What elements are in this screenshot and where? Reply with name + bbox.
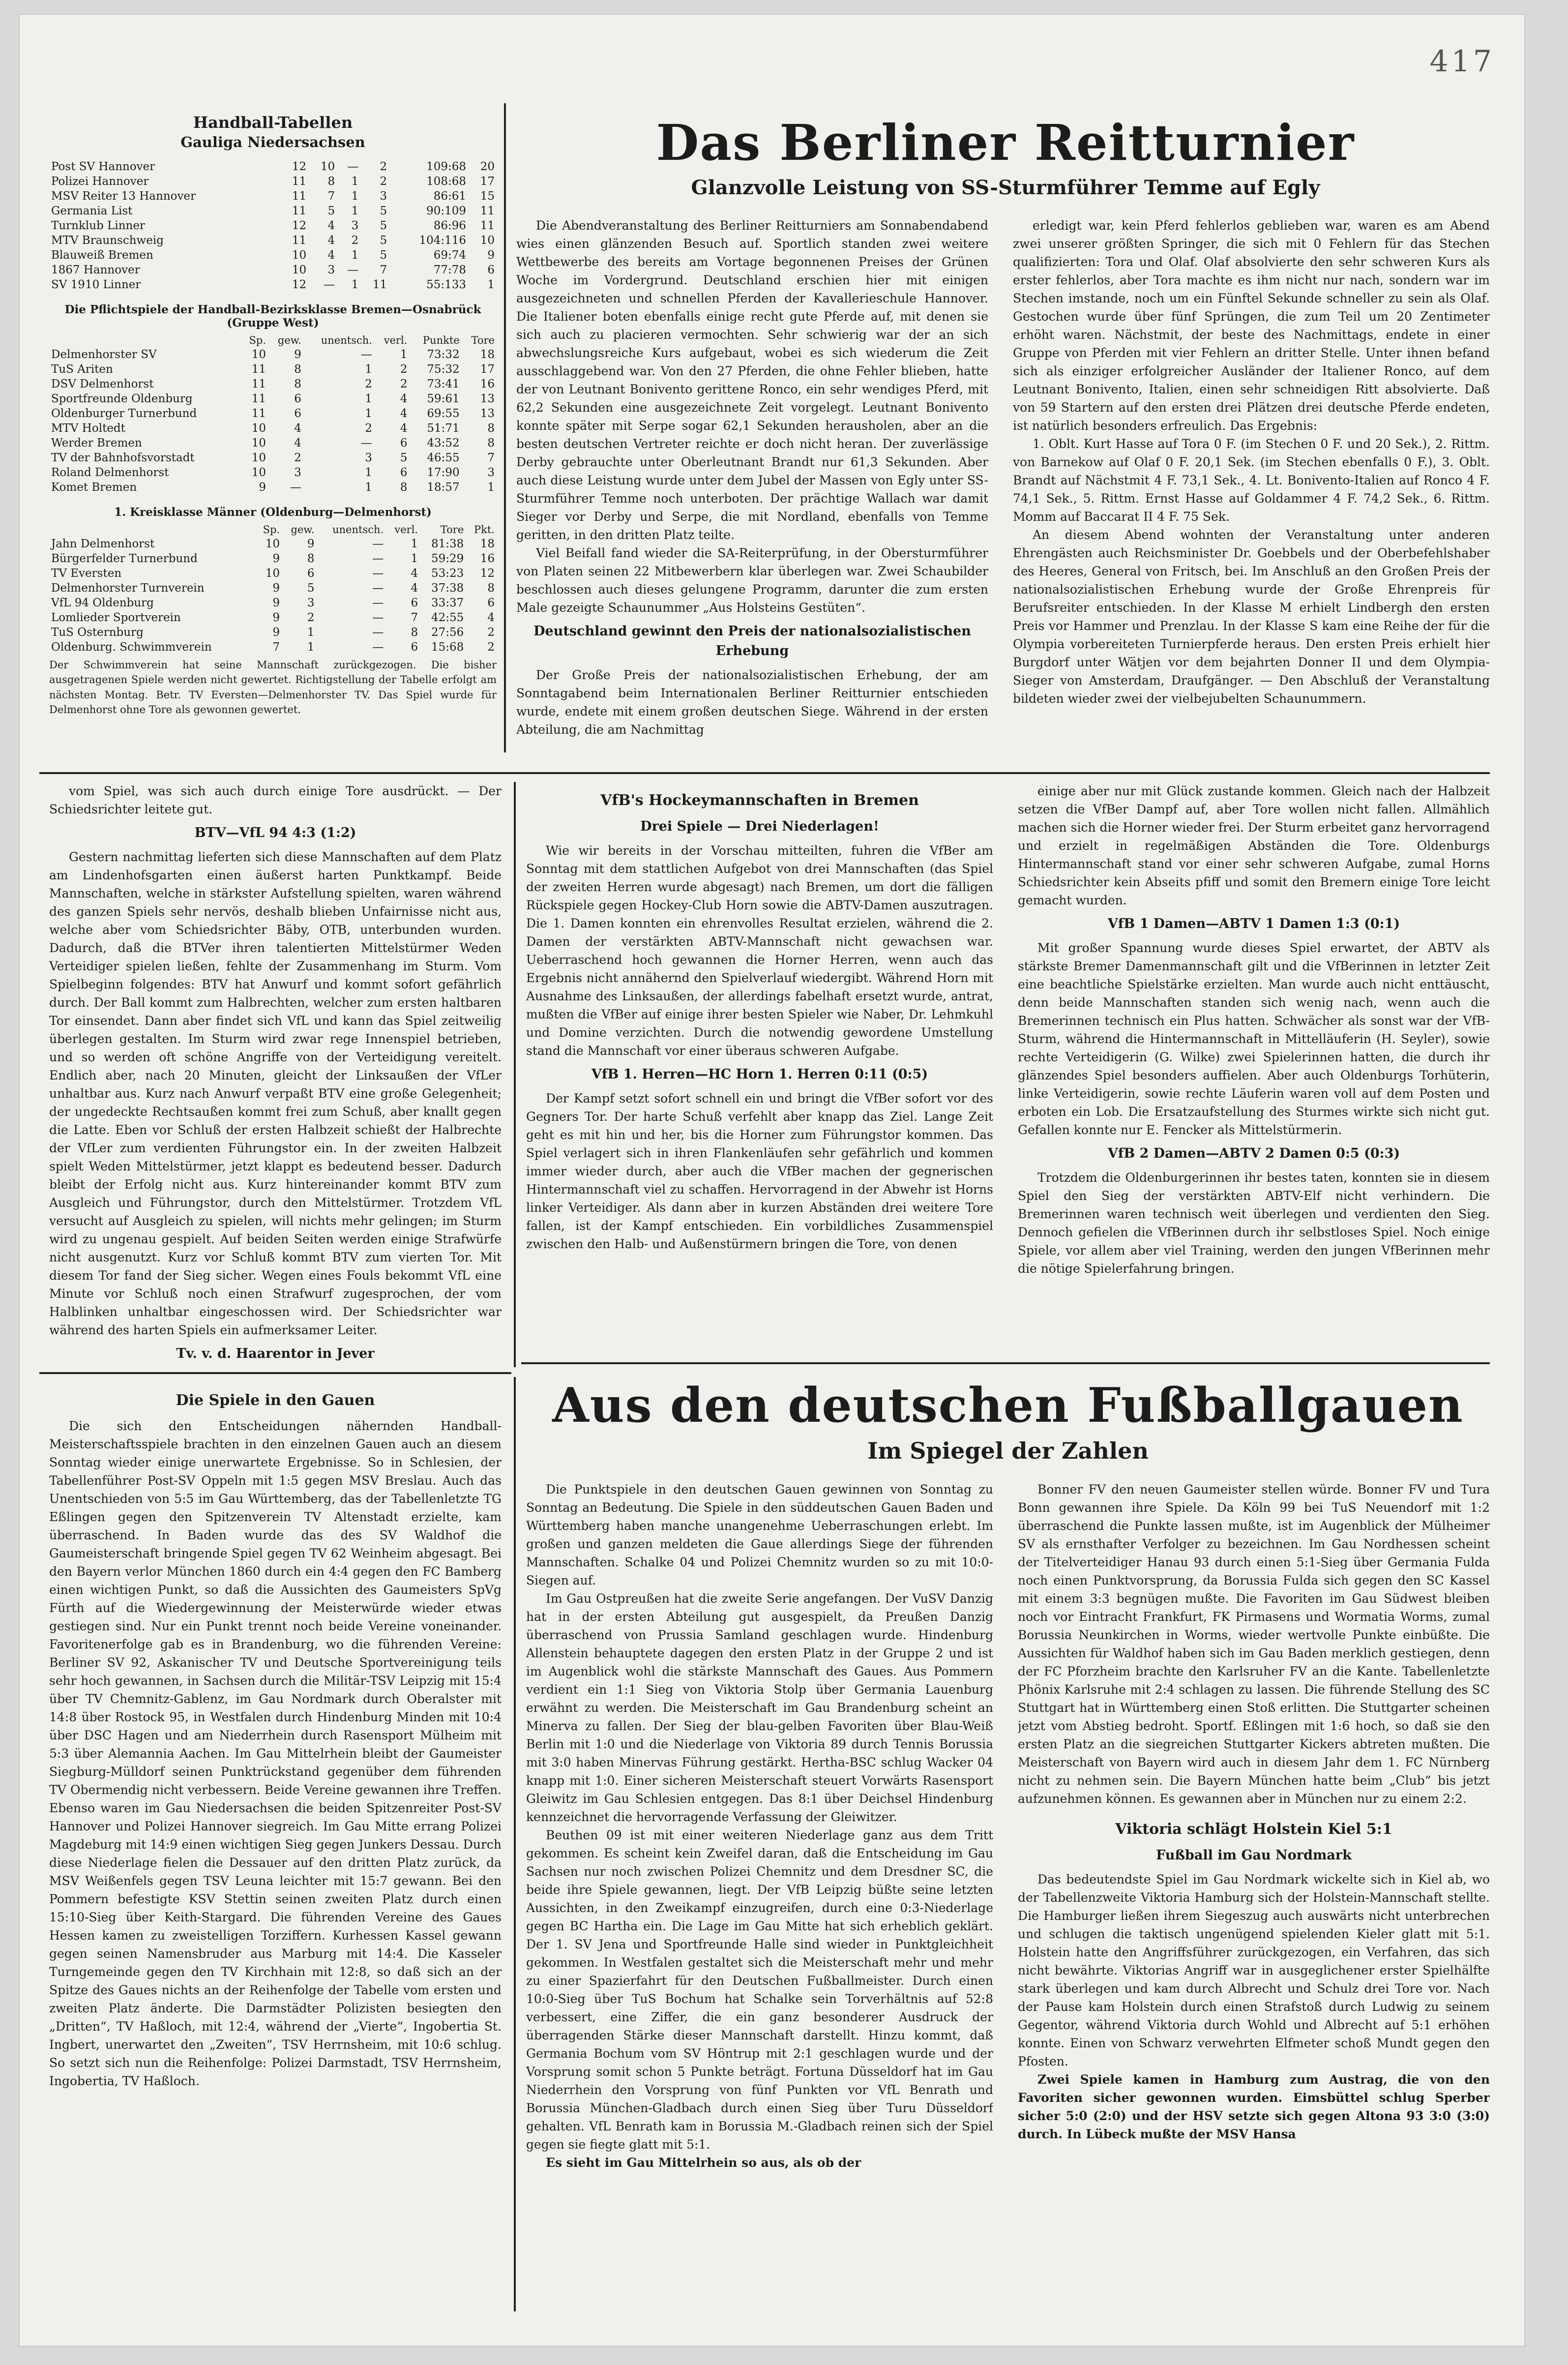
table-cell: 5: [327, 205, 335, 217]
table-cell: 4: [327, 234, 335, 247]
table-cell: 5: [400, 451, 408, 464]
table-cell: 5: [380, 249, 387, 262]
table-cell: 10: [265, 538, 280, 550]
section-rule: [39, 1372, 511, 1374]
table-row: [49, 377, 497, 391]
paragraph: erledigt war, kein Pferd fehlerlos geblieben war, waren es am Abend zwei unserer größten Springer, die sich mit 0 Fehlern für das Stechen qualifizierten: Tora und Olaf. Olaf absolvierte den sehr schweren Kurs als erster fehlerlos, aber Tora machte es ihm nicht nur nach, sondern war im Stechen imstande, noch um ein Fünftel Sekunde schneller zu sein als Olaf. Gestochen wurde über fünf Sprüngen, die zum Teil um 20 Zentimeter erhöht waren. Nächstmit, der beste des Nachmittags, endete in einer Gruppe von Pferden mit vier Fehlern an dritter Stelle. Unter ihnen befand sich als einziger erfolgreicher Ausländer der Italiener Ronco, auf dem Leutnant Bonivento, Italien, einen sehr schneidigen Ritt absolvierte. Daß von 59 Startern auf den ersten drei Plätzen drei deutsche Pferde endeten, ist natürlich besonders erfreulich. Das Ergebnis:: [1013, 218, 1490, 433]
table-row: [49, 347, 497, 362]
fussball-subhead: Im Spiegel der Zahlen: [867, 1437, 1149, 1465]
table-cell: —: [372, 552, 384, 565]
table-cell: 4: [400, 407, 408, 420]
header-cell: Tore: [471, 334, 495, 346]
team-name: Roland Delmenhorst: [51, 466, 169, 479]
fussball-subheading: Viktoria schlägt Holstein Kiel 5:1: [1115, 1821, 1392, 1838]
table-cell: 8: [487, 437, 495, 449]
table-cell: 109:68: [426, 160, 467, 173]
table-cell: 10: [251, 437, 266, 449]
table-row: [49, 566, 497, 581]
team-name: Oldenburg. Schwimmverein: [51, 641, 212, 654]
table-cell: 81:38: [431, 538, 464, 550]
reitturnier-subheading: Deutschland gewinnt den Preis der nationalsozialistischen Erhebung: [533, 624, 971, 659]
table-cell: 4: [327, 249, 335, 262]
table-cell: 16: [480, 378, 495, 390]
table-cell: 37:38: [431, 582, 464, 595]
table-cell: 4: [294, 437, 301, 449]
table-cell: 6: [294, 407, 301, 420]
table-cell: 1: [365, 466, 372, 479]
table-cell: 9: [259, 481, 266, 494]
table-cell: 77:78: [433, 264, 467, 276]
table-row: [49, 480, 497, 495]
team-name: Germania List: [51, 205, 133, 217]
table-cell: 1: [307, 641, 315, 654]
team-name: MSV Reiter 13 Hannover: [51, 190, 196, 203]
paragraph: Beuthen 09 ist mit einer weiteren Niederlage ganz aus dem Tritt gekommen. Es scheint kein Zweifel daran, daß die Entscheidung im Gau Sachsen nur noch zwischen Polizei Chemnitz und dem Dresdner SC, die beide ihre Spiele gewannen, liegt. Der VfB Leipzig büßte seine letzten Aussichten, in den Zweikampf einzugreifen, durch eine 0:3-Niederlage gegen BC Hartha ein. Die Lage im Gau Mitte hat sich erheblich geklärt. Der 1. SV Jena und Sportfreunde Halle sind wieder in Punktgleichheit gekommen. In Westfalen gestaltet sich die Meisterschaft mehr und mehr zu einer Spazierfahrt für den Deutschen Fußballmeister. Durch einen 10:0-Sieg über TuS Bochum hat Schalke sein Torverhältnis auf 52:8 verbessert, eine Ziffer, die ein ganz besonderer Ausdruck der überragenden Stärke dieser Mannschaft darstellt. Hinzu kommt, daß Germania Bochum vom SV Höntrup mit 2:1 geschlagen wurde und der Vorsprung somit schon 5 Punkte beträgt. Fortuna Düsseldorf hat im Gau Niederrhein den Vorsprung von fünf Punkten vor VfL Benrath und Borussia München-Gladbach durch einen Sieg über Turu Düsseldorf gehalten. VfL Benrath kam in Borussia M.-Gladbach reinen sich der Spiel gegen sie fiegte glatt mit 5:1.: [526, 1828, 993, 2152]
table-row: [49, 596, 497, 610]
table-cell: 13: [480, 392, 495, 405]
table-cell: 18: [480, 538, 495, 550]
table-cell: 108:68: [426, 175, 467, 188]
table-cell: 12: [292, 219, 307, 232]
table-cell: 11: [251, 392, 266, 405]
table-cell: 18:57: [427, 481, 460, 494]
match-heading: VfB 1 Damen—ABTV 1 Damen 1:3 (0:1): [1107, 916, 1400, 931]
tables-title: Handball-Tabellen: [193, 113, 353, 132]
table-cell: 2: [294, 451, 301, 464]
table-cell: —: [347, 264, 359, 276]
handball-tables: [49, 113, 497, 767]
table-row: [49, 610, 497, 625]
table-cell: 2: [380, 175, 387, 188]
team-name: Polizei Hannover: [51, 175, 149, 188]
team-name: DSV Delmenhorst: [51, 378, 154, 390]
hockey-article: [526, 782, 1490, 1357]
team-name: TV der Bahnhofsvorstadt: [51, 451, 195, 464]
paragraph: Trotzdem die Oldenburgerinnen ihr bestes taten, konnten sie in diesem Spiel den Sieg der verstärkten ABTV-Elf nicht verhindern. Die Bremerinnen waren technisch weit überlegen und verdienten den Sieg. Dennoch gefielen die VfBerinnen durch ihr selbstloses Spiel. Noch einige Spiele, vor allem aber viel Training, werden den jungen VfBerinnen mehr die nötige Spielerfahrung bringen.: [1018, 1170, 1490, 1276]
table-cell: —: [372, 611, 384, 624]
table-cell: 69:55: [427, 407, 460, 420]
paragraph: 1. Oblt. Kurt Hasse auf Tora 0 F. (im Stechen 0 F. und 20 Sek.), 2. Rittm. von Barnekow auf Olaf 0 F. 20,1 Sek. (im Stechen ebenfalls 0 F.), 3. Oblt. Brandt auf Nächstmit 4 F. 73,1 Sek., 4. Lt. Bonivento-Italien auf Ronco 4 F. 74,1 Sek., 5. Rittm. Ernst Hasse auf Goldammer 4 F. 74,2 Sek., 6. Rittm. Momm auf Baccarat II 4 F. 75 Sek.: [1013, 437, 1490, 524]
table-cell: 9: [272, 611, 280, 624]
table-cell: 10: [320, 160, 335, 173]
hockey-col-1: [526, 782, 993, 1357]
page-number: 417: [1429, 44, 1495, 79]
table-cell: 17:90: [427, 466, 460, 479]
table-cell: 1: [400, 348, 408, 361]
kreis-title: 1. Kreisklasse Männer (Oldenburg—Delmenhorst): [114, 506, 432, 519]
table-cell: —: [360, 348, 372, 361]
handball-reports: [49, 782, 502, 1367]
table-cell: 11: [372, 278, 387, 291]
header-cell: verl.: [394, 524, 418, 536]
table-cell: 53:23: [431, 567, 464, 580]
table-cell: 8: [487, 422, 495, 435]
table-cell: 8: [294, 378, 301, 390]
header-cell: Sp.: [263, 524, 280, 536]
table-cell: 6: [411, 641, 418, 654]
table-cell: 7: [272, 641, 280, 654]
table-cell: 59:61: [427, 392, 460, 405]
team-name: Oldenburger Turnerbund: [51, 407, 197, 420]
header-cell: [49, 333, 241, 347]
paragraph: Gestern nachmittag lieferten sich diese Mannschaften auf dem Platz am Lindenhofsgarten einen äußerst harten Punktkampf. Beide Mannschaften, welche in stärkster Aufstellung spielten, waren während des ganzen Spiels sehr nervös, deshalb blieben Unfairnisse nicht aus, welche aber vom Schiedsrichter Bäby, OTB, unterbunden wurden. Dadurch, daß die BTVer ihren talentierten Mittelstürmer Weden Verteidiger spielen ließen, fehlte der Zusammenhang im Sturm. Vom Spielbeginn folgendes: BTV hat Anwurf und kommt sofort gefährlich durch. Der Ball kommt zum Halbrechten, welcher zum ersten haltbaren Tor einsendet. Dann aber findet sich VfL und kann das Spiel zeitweilig überlegen gestalten. Im Sturm wird zwar rege Innenspiel betrieben, und so werden oft schöne Angriffe von der Verteidigung vereitelt. Endlich aber, nach 20 Minuten, gleicht der Linksaußen der VfLer unhaltbar aus. Kurz nach Anwurf verpaßt BTV eine große Gelegenheit; der ungedeckte Rechtsaußen kommt frei zum Schuß, aber knallt gegen die Latte. Eben vor Schluß der ersten Halbzeit schießt der Halbrechte der VfLer zum verdienten Führungstor ein. In der zweiten Halbzeit spielt Weden Mittelstürmer, jetzt klappt es bedeutend besser. Dadurch bleibt der Erfolg nicht aus. Kurz hintereinander kommt BTV zum Ausgleich und Führungstor, durch den Mittelstürmer. Trotzdem VfL versucht auf Ausgleich zu spielen, will nichts mehr gelingen; im Sturm wird zu ungenau gespielt. Auf beiden Seiten werden einige Strafwürfe nicht ausgenutzt. Kurz vor Schluß kommt BTV zum vierten Tor. Mit diesem Tor fand der Sieg sicher. Wegen eines Fouls bekommt VfL eine Minute vor Schluß noch einen Strafwurf zugesprochen, der vom Halblinken unhaltbar eingeschossen wird. Der Schiedsrichter war während des harten Spiels ein aufmerksamer Leiter.: [49, 849, 502, 1337]
table-cell: 12: [480, 567, 495, 580]
table-cell: 8: [307, 552, 315, 565]
header-cell: gew.: [277, 334, 301, 346]
table-cell: —: [372, 582, 384, 595]
hockey-col-2: [1018, 782, 1490, 1357]
newspaper-page: [20, 15, 1524, 2346]
table-cell: 3: [307, 597, 315, 609]
paragraph: Die Punktspiele in den deutschen Gauen gewinnen von Sonntag zu Sonntag an Bedeutung. Die Spiele in den süddeutschen Gauen Baden und Württemberg haben manche unangenehme Ueberraschungen erlebt. Im großen und ganzen meldeten die Gaue allerdings Siege der führenden Mannschaften. Schalke 04 und Polizei Chemnitz wurden so zu mit 10:0-Siegen auf.: [526, 1482, 993, 1587]
table-cell: 3: [487, 466, 495, 479]
table-row: [49, 537, 497, 551]
table-row: [49, 450, 497, 465]
table-row: [49, 436, 497, 450]
table-cell: 11: [292, 234, 307, 247]
table-row: [49, 159, 497, 174]
match-heading: BTV—VfL 94 4:3 (1:2): [194, 825, 356, 840]
table-row: [49, 421, 497, 436]
paragraph: Zwei Spiele kamen in Hamburg zum Austrag, die von den Favoriten sicher gewonnen wurden. Eimsbüttel schlug Sperber sicher 5:0 (2:0) und der HSV setzte sich gegen Altona 93 3:0 (3:0) durch. In Lübeck mußte der MSV Hansa: [1018, 2072, 1490, 2141]
match-heading: VfB 2 Damen—ABTV 2 Damen 0:5 (0:3): [1107, 1145, 1400, 1161]
table-cell: 1: [365, 392, 372, 405]
table-row: [49, 551, 497, 566]
table-cell: 46:55: [427, 451, 460, 464]
column-rule: [514, 782, 516, 1367]
table-cell: 11: [292, 205, 307, 217]
table-cell: 13: [480, 407, 495, 420]
table-cell: 2: [365, 378, 372, 390]
header-cell: Punkte: [422, 334, 460, 346]
section-rule: [39, 772, 1490, 774]
table-cell: 10: [251, 422, 266, 435]
table-cell: 5: [380, 234, 387, 247]
table-cell: 5: [307, 582, 315, 595]
table-cell: 11: [480, 219, 495, 232]
table-cell: 86:96: [433, 219, 467, 232]
paragraph: Die sich den Entscheidungen nähernden Handball-Meisterschaftsspiele brachten in den einzelnen Gauen auch an diesem Sonntag wieder einige unerwartete Ergebnisse. So in Schlesien, der Tabellenführer Post-SV Oppeln mit 1:5 gegen MSV Breslau. Auch das Unentschieden von 5:5 im Gau Württemberg, das der Tabellenletzte TG Eßlingen gegen den Spitzenverein TV Altenstadt erzielte, kam überraschend. In Baden wurde das des SV Waldhof die Gaumeisterschaft bringende Spiel gegen TV 62 Weinheim abgesagt. Bei den Bayern verlor München 1860 durch ein 4:4 gegen den FC Bamberg einen wichtigen Punkt, so daß die Aussichten des Gaumeisters SpVg Fürth auf die Wiedergewinnung der Meisterwürde wieder etwas gestiegen sind. Nur ein Punkt trennt noch beide Vereine voneinander. Favoritenerfolge gab es in Brandenburg, wo die führenden Vereine: Berliner SV 92, Askanischer TV und Deutsche Sportvereinigung teils sehr hoch gewannen, in Sachsen durch die Militär-TSV Leipzig mit 15:4 über TV Chemnitz-Gablenz, im Gau Nordmark durch Oberalster mit 14:8 über Rostock 95, in Westfalen durch Hindenburg Minden mit 10:4 über DSC Hagen und am Niederrhein durch Rasensport Mülheim mit 5:3 über Alemannia Aachen. Im Gau Mittelrhein bleibt der Gaumeister Siegburg-Mülldorf seinen Punktrückstand gegenüber dem führenden TV Obermendig nicht verbessern. Beide Vereine gewannen ihre Treffen. Ebenso waren im Gau Niedersachsen die beiden Spitzenreiter Post-SV Hannover und Polizei Hannover siegreich. Im Gau Mitte errang Polizei Magdeburg mit 14:9 einen wichtigen Sieg gegen Junkers Dessau. Durch diese Niederlage fielen die Dessauer auf den dritten Platz zurück, da MSV Weißenfels gegen TSV Leuna leichter mit 15:7 gewann. Bei den Pommern befestigte KSV Stettin seinen zweiten Platz durch einen 15:10-Sieg über Keith-Stargard. Die führenden Vereine des Gaues Hessen kamen zu zweistelligen Torziffern. Kurhessen Kassel gewann gegen seinen Namensbruder aus Marburg mit 14:4. Die Kasseler Turngemeinde gegen den TV Kirchhain mit 12:8, so daß sich an der Spitze des Gaues nichts an der Reihenfolge der Tabelle vom ersten und zweiten Platz änderte. Die Darmstädter Polizisten besiegten den „Dritten“, TV Haßloch, mit 12:4, während der „Vierte“, Ingobertia St. Ingbert, unerwartet den „Zweiten“, TSV Herrnsheim, mit 10:6 schlug. So setzt sich nun die Reihenfolge: Polizei Darmstadt, TSV Herrnsheim, Ingobertia, TV Haßloch.: [49, 1419, 502, 2088]
reitturnier-subhead: Glanzvolle Leistung von SS-Sturmführer Temme auf Egly: [691, 176, 1320, 199]
team-name: Blauweiß Bremen: [51, 249, 153, 262]
handball-gaue-headline: Die Spiele in den Gauen: [176, 1392, 375, 1409]
kreis-table: [49, 523, 497, 655]
table-cell: 10: [292, 249, 307, 262]
table-cell: 9: [307, 538, 315, 550]
table-cell: —: [290, 481, 301, 494]
table-row: [49, 263, 497, 277]
table-cell: 8: [487, 582, 495, 595]
team-name: Sportfreunde Oldenburg: [51, 392, 193, 405]
table-cell: 4: [327, 219, 335, 232]
table-cell: 27:56: [431, 626, 464, 639]
table-cell: 7: [487, 451, 495, 464]
table-cell: 8: [327, 175, 335, 188]
hockey-subhead: Drei Spiele — Drei Niederlagen!: [640, 819, 879, 834]
team-name: 1867 Hannover: [51, 264, 140, 276]
team-name: Jahn Delmenhorst: [51, 538, 155, 550]
paragraph: Wie wir bereits in der Vorschau mitteilten, fuhren die VfBer am Sonntag mit dem stattlichen Aufgebot von drei Mannschaften (das Spiel der zweiten Herren wurde abgesagt) nach Bremen, um dort die fälligen Rückspiele gegen Hockey-Club Horn sowie die ABTV-Damen auszutragen. Die 1. Damen konnten ein ehrenvolles Resultat erzielen, während die 2. Damen der verstärkten ABTV-Mannschaft nicht gewachsen war. Ueberraschend hoch gewannen die Horner Herren, wenn auch das Ergebnis nicht annähernd den Spielverlauf wiedergibt. Während Horn mit Ausnahme des Linksaußen, der allerdings fabelhaft ersetzt wurde, antrat, mußten die VfBer auf einige ihrer besten Spieler wie Naber, Dr. Lehmkuhl und Domine verzichten. Durch die notwendig gewordene Umstellung stand die Mannschaft vor einer überaus schweren Aufgabe.: [526, 843, 993, 1058]
table-cell: 1: [487, 481, 495, 494]
table-cell: —: [324, 278, 335, 291]
table-row: [49, 204, 497, 218]
table-cell: 10: [251, 451, 266, 464]
table-cell: 1: [351, 278, 359, 291]
table-cell: 1: [365, 407, 372, 420]
table-cell: 17: [480, 363, 495, 376]
table-row: [49, 581, 497, 596]
team-name: TV Eversten: [51, 567, 122, 580]
table-cell: 9: [272, 626, 280, 639]
match-heading: VfB 1. Herren—HC Horn 1. Herren 0:11 (0:5): [591, 1066, 928, 1082]
table-cell: 43:52: [427, 437, 460, 449]
table-cell: 2: [400, 363, 408, 376]
table-cell: 1: [411, 552, 418, 565]
table-cell: 3: [351, 219, 359, 232]
table-row: [49, 277, 497, 292]
table-cell: 2: [487, 641, 495, 654]
table-cell: 1: [351, 205, 359, 217]
team-name: Komet Bremen: [51, 481, 137, 494]
table-cell: 75:32: [427, 363, 460, 376]
table-cell: 2: [380, 160, 387, 173]
table-cell: 4: [400, 392, 408, 405]
table-row: [49, 465, 497, 480]
table-row: [49, 233, 497, 248]
table-cell: 10: [251, 466, 266, 479]
fussball-subheading-2: Fußball im Gau Nordmark: [1156, 1848, 1352, 1863]
table-cell: 3: [380, 190, 387, 203]
table-cell: 4: [411, 582, 418, 595]
reitturnier-headline: Das Berliner Reitturnier: [656, 114, 1355, 172]
table-cell: —: [372, 626, 384, 639]
table-cell: 17: [480, 175, 495, 188]
tables-subtitle: Gauliga Niedersachsen: [180, 134, 365, 150]
header-cell: Pkt.: [474, 524, 495, 536]
team-name: Lomlieder Sportverein: [51, 611, 181, 624]
table-cell: 5: [380, 219, 387, 232]
paragraph: Der Große Preis der nationalsozialistischen Erhebung, der am Sonntagabend beim Internationalen Berliner Reitturnier entschieden wurde, endete mit einem großen deutschen Siege. Während in der ersten Abteilung, die am Nachmittag: [516, 667, 988, 737]
table-cell: 7: [380, 264, 387, 276]
paragraph: Das bedeutendste Spiel im Gau Nordmark wickelte sich in Kiel ab, wo der Tabellenzweite Viktoria Hamburg sich der Holstein-Mannschaft stellte. Die Hamburger ließen ihrem Siegeszug auch auswärts nicht unterbrechen und schlugen die taktisch ungenügend spielenden Kieler glatt mit 5:1. Holstein hatte den Angriffsführer zurückgezogen, ein Verfahren, das sich nicht bewährte. Viktorias Angriff war in ausgeglichener erster Spielhälfte stark überlegen und kam durch Albrecht und Schulz drei Tore vor. Nach der Pause kam Holstein durch einen Strafstoß durch Ludwig zu seinem Gegentor, während Viktoria durch Wohld und Albrecht auf 5:1 erhöhen konnte. Einen von Schwarz verwehrten Elfmeter schoß Mundt gegen den Pfosten.: [1018, 1872, 1490, 2068]
table-cell: 73:41: [427, 378, 460, 390]
table-cell: —: [347, 160, 359, 173]
table-cell: 11: [292, 175, 307, 188]
header-cell: Tore: [440, 524, 464, 536]
table-cell: 8: [411, 626, 418, 639]
table-cell: 11: [292, 190, 307, 203]
table-row: [49, 189, 497, 204]
table-cell: 1: [365, 481, 372, 494]
table-cell: 3: [327, 264, 335, 276]
table-cell: 9: [487, 249, 495, 262]
paragraph: Im Gau Ostpreußen hat die zweite Serie angefangen. Der VuSV Danzig hat in der ersten Abteilung gut ausgespielt, da Preußen Danzig überraschend von Prussia Samland geschlagen wurde. Hindenburg Allenstein behauptete dagegen den ersten Platz in der Gruppe 2 und ist im Augenblick wohl die stärkste Mannschaft des Gaues. Aus Pommern verdient ein 1:1 Sieg von Viktoria Stolp über Germania Lauenburg erwähnt zu werden. Die Meisterschaft im Gau Brandenburg scheint an Minerva zu fallen. Der Sieg der blau-gelben Favoriten über Blau-Weiß Berlin mit 1:0 und die Niederlage von Viktoria 89 durch Tennis Borussia mit 3:0 haben Minervas Führung gestärkt. Hertha-BSC schlug Wacker 04 knapp mit 1:0. Einer sicheren Meisterschaft steuert Vorwärts Rasensport Gleiwitz im Gau Schlesien entgegen. Das 8:1 über Deichsel Hindenburg kennzeichnet die hervorragende Verfassung der Gleiwitzer.: [526, 1591, 993, 1824]
table-cell: 59:29: [431, 552, 464, 565]
table-cell: 1: [365, 363, 372, 376]
header-cell: verl.: [384, 334, 408, 346]
bezirk-table: [49, 333, 497, 495]
table-cell: 10: [265, 567, 280, 580]
table-row: [49, 174, 497, 189]
paragraph: einige aber nur mit Glück zustande kommen. Gleich nach der Halbzeit setzen die VfBer Dampf auf, aber Tore wollen nicht fallen. Allmählich machen sich die Horner wieder frei. Der Sturm erbeitet ganz hervorragend und erzielt in regelmäßigen Abständen die Tore. Oldenburgs Hintermannschaft stand vor einer sehr schweren Aufgabe, zumal Horns Schiedsrichter kein Abseits pfiff und somit den Bremern einige Tore leicht gemacht wurden.: [1018, 784, 1490, 907]
table-cell: 1: [351, 175, 359, 188]
fussball-headline: Aus den deutschen Fußballgauen: [552, 1377, 1464, 1433]
table-cell: 16: [480, 552, 495, 565]
table-cell: 1: [307, 626, 315, 639]
column-rule: [514, 1377, 516, 2311]
team-name: MTV Braunschweig: [51, 234, 164, 247]
paragraph: vom Spiel, was sich auch durch einige Tore ausdrückt. — Der Schiedsrichter leitete gut.: [49, 784, 502, 816]
table-cell: 4: [294, 422, 301, 435]
header-cell: unentsch.: [321, 334, 372, 346]
team-name: Delmenhorster SV: [51, 348, 157, 361]
table-cell: 11: [251, 363, 266, 376]
table-cell: 42:55: [431, 611, 464, 624]
table-cell: 8: [294, 363, 301, 376]
table-cell: 4: [400, 422, 408, 435]
table-cell: 6: [411, 597, 418, 609]
hockey-headline: VfB's Hockeymannschaften in Bremen: [600, 792, 919, 809]
match-heading: Tv. v. d. Haarentor in Jever: [176, 1346, 375, 1361]
table-cell: 2: [487, 626, 495, 639]
paragraph: An diesem Abend wohnten der Veranstaltung unter anderen Ehrengästen auch Reichsminister Dr. Goebbels und der Oberbefehlshaber des Heeres, General von Fritsch, bei. Im Anschluß an den Großen Preis der nationalsozialistischen Erhebung wurde der Große Ehrenpreis für Berufsreiter entschieden. In der Klasse M erhielt Lindbergh den ersten Preis vor Hammer und Prenzlau. In der Klasse S kam eine Reihe der für die Olympia vorbereiteten Turnierpferde heraus. Den ersten Preis erhielt hier Burgdorf unter Wätjen vor dem bejahrten Donner II und dem Olympia-Sieger von Amsterdam, Draufgänger. — Den Abschluß der Veranstaltung bildeten wieder zwei der vielbejubelten Schaunummern.: [1013, 528, 1490, 706]
table-row: [49, 248, 497, 263]
team-name: VfL 94 Oldenburg: [51, 597, 154, 609]
table-cell: 9: [272, 597, 280, 609]
kreis-note: Der Schwimmverein hat seine Mannschaft zurückgezogen. Die bisher ausgetragenen Spiele werden nicht gewertet. Richtigstellung der Tabelle erfolgt am nächsten Montag. Betr. TV Eversten—Delmenhorster TV. Das Spiel wurde für Delmenhorst ohne Tore als gewonnen gewertet.: [49, 659, 497, 716]
fussball-article: [526, 1377, 1490, 2326]
table-cell: 10: [480, 234, 495, 247]
paragraph: Es sieht im Gau Mittelrhein so aus, als ob der: [546, 2155, 861, 2170]
table-cell: 6: [307, 567, 315, 580]
table-cell: 73:32: [427, 348, 460, 361]
table-row: [49, 406, 497, 421]
paragraph: Der Kampf setzt sofort schnell ein und bringt die VfBer sofort vor des Gegners Tor. Der harte Schuß verfehlt aber knapp das Ziel. Lange Zeit geht es mit hin und her, bis die Horner zum Führungstor kommen. Das Spiel verlagert sich in ihren Flankenläufen sehr gefährlich und kommen immer wieder durch, aber auch die VfBer machen der gegnerischen Hintermannschaft viel zu schaffen. Hervorragend in der Abwehr ist Horns linker Verteidiger. Als dann aber in kurzen Abständen drei weitere Tore fallen, ist der Kampf entschieden. Ein vorbildliches Zusammenspiel zwischen den Halb- und Außenstürmern bringen die Tore, von denen: [526, 1091, 993, 1251]
table-cell: 2: [307, 611, 315, 624]
team-name: TuS Ariten: [51, 363, 113, 376]
table-cell: 1: [487, 278, 495, 291]
section-rule: [521, 1362, 1490, 1364]
team-name: Post SV Hannover: [51, 160, 155, 173]
paragraph: Viel Beifall fand wieder die SA-Reiterprüfung, in der Obersturmführer von Platen seinen 22 Mitbewerbern klar überlegen war. Zwei Schaubilder beschlossen auch dieses gelungene Programm, darunter die zum ersten Male gezeigte Schaunummer „Aus Holsteins Gestüten“.: [516, 546, 988, 615]
table-cell: 12: [292, 160, 307, 173]
table-cell: 3: [294, 466, 301, 479]
table-cell: 1: [351, 249, 359, 262]
table-cell: —: [372, 597, 384, 609]
table-cell: 9: [294, 348, 301, 361]
table-cell: 5: [380, 205, 387, 217]
fussball-col-2: [1018, 1480, 1490, 2326]
table-cell: 6: [400, 466, 408, 479]
table-cell: 51:71: [427, 422, 460, 435]
table-cell: 9: [272, 582, 280, 595]
header-cell: unentsch.: [332, 524, 384, 536]
table-cell: 6: [487, 597, 495, 609]
table-cell: 1: [411, 538, 418, 550]
table-cell: 2: [351, 234, 359, 247]
table-cell: 9: [272, 552, 280, 565]
team-name: Bürgerfelder Turnerbund: [51, 552, 198, 565]
table-cell: 90:109: [426, 205, 467, 217]
header-cell: gew.: [291, 524, 315, 536]
table-cell: 2: [400, 378, 408, 390]
table-row: [49, 391, 497, 406]
table-row: [49, 625, 497, 640]
handball-gaue-article: [49, 1382, 502, 2326]
team-name: Delmenhorster Turnverein: [51, 582, 205, 595]
table-cell: 55:133: [426, 278, 467, 291]
table-cell: 12: [292, 278, 307, 291]
table-cell: 4: [411, 567, 418, 580]
table-cell: 1: [351, 190, 359, 203]
table-header: [49, 333, 497, 347]
table-cell: 3: [365, 451, 372, 464]
table-cell: 6: [294, 392, 301, 405]
fussball-col-1: [526, 1480, 993, 2326]
paragraph: Die Abendveranstaltung des Berliner Reitturniers am Sonnabendabend wies einen glänzenden Besuch auf. Sportlich standen zwei weitere Wettbewerbe des bereits am Vortage begonnenen Preises der Grünen Woche im Vordergrund. Deutschland erschien hier mit einigen ausgezeichneten und schnellen Pferden der Kavallerieschule Hannover. Die Italiener boten ebenfalls einige recht gute Pferde auf, mit denen sie sich auch zu placieren vermochten. Sehr schwierig war der an sich abwechslungsreiche Kurs aufgebaut, wobei es sich wiederum die Zeit ausschlaggebend war. Von den 27 Pferden, die ohne Fehler blieben, hatte der von Leutnant Bonivento gerittene Ronco, ein sehr wendiges Pferd, mit 62,2 Sekunden eine ausgezeichnete Zeit vorgelegt. Leutnant Bonivento konnte später mit Serpe sogar 62,1 Sekunden herausholen, aber an die besten deutschen Vertreter reichte er doch nicht heran. Der zuverlässige Derby gebrauchte unter Oberleutnant Brandt nur 61,3 Sekunden. Aber auch diese Leistung wurde unter dem Jubel der Massen von Egly unter SS-Sturmführer Temme noch unterboten. Der prächtige Wallach war damit Sieger vor Derby und Serpe, die mit Nordland, ebenfalls von Temme geritten, in den dritten Platz teilte.: [516, 218, 988, 542]
table-cell: 33:37: [431, 597, 464, 609]
column-rule: [504, 103, 506, 752]
reitturnier-col-2: [1013, 216, 1490, 767]
table-cell: 6: [400, 437, 408, 449]
reitturnier-col-1: [516, 216, 988, 767]
table-cell: 2: [365, 422, 372, 435]
table-cell: 20: [480, 160, 495, 173]
table-header: [49, 523, 497, 537]
table-cell: 11: [251, 378, 266, 390]
table-cell: 10: [292, 264, 307, 276]
table-cell: 4: [487, 611, 495, 624]
table-cell: —: [372, 641, 384, 654]
reitturnier-article: [516, 113, 1495, 767]
table-cell: —: [372, 567, 384, 580]
table-cell: 11: [480, 205, 495, 217]
table-cell: 86:61: [433, 190, 467, 203]
team-name: TuS Osternburg: [51, 626, 144, 639]
team-name: Turnklub Linner: [51, 219, 145, 232]
table-cell: 7: [411, 611, 418, 624]
table-row: [49, 362, 497, 377]
table-row: [49, 640, 497, 655]
table-cell: 11: [251, 407, 266, 420]
header-cell: [49, 523, 256, 537]
team-name: SV 1910 Linner: [51, 278, 141, 291]
team-name: Werder Bremen: [51, 437, 142, 449]
table-cell: 7: [327, 190, 335, 203]
table-cell: 10: [251, 348, 266, 361]
table-cell: 6: [487, 264, 495, 276]
table-cell: 104:116: [419, 234, 467, 247]
table-cell: 69:74: [433, 249, 467, 262]
paragraph: Bonner FV den neuen Gaumeister stellen würde. Bonner FV und Tura Bonn gewannen ihre Spiele. Da Köln 99 bei TuS Neuendorf mit 1:2 überraschend die Punkte lassen mußte, ist im Augenblick der Mülheimer SV als ernsthafter Verfolger zu bezeichnen. Im Gau Nordhessen scheint der Titelverteidiger Hanau 93 durch einen 5:1-Sieg über Germania Fulda noch einen Punktvorsprung, da Borussia Fulda sich gegen den SC Kassel mit einem 3:3 begnügen mußte. Die Favoriten im Gau Südwest bleiben noch vor Eintracht Frankfurt, FK Pirmasens und Wormatia Worms, zumal Borussia Neunkirchen in Worms, wieder wertvolle Punkte einbüßte. Die Aussichten für Waldhof haben sich im Gau Baden merklich gestiegen, denn der FC Pforzheim brachte den Karlsruher FV an die Kante. Tabellenletzte Phönix Karlsruhe mit 2:4 schlagen zu lassen. Die führende Stellung des SC Stuttgart hat in Württemberg einen Stoß erlitten. Die Stuttgarter scheinen jetzt vom Abstieg bedroht. Sportf. Eßlingen mit 1:6 hoch, so daß sie den ersten Platz an die siegreichen Stuttgarter Kickers abtreten mußten. Die Meisterschaft von Bayern wird auch in diesem Jahr dem 1. FC Nürnberg nicht zu nehmen sein. Die Bayern München hatte beim „Club“ bis jetzt aufzunehmen können. Es gewannen aber in München nur zu einem 2:2.: [1018, 1482, 1490, 1806]
table-cell: —: [360, 437, 372, 449]
table-row: [49, 218, 497, 233]
gauliga-table: [49, 159, 497, 292]
header-cell: Sp.: [249, 334, 266, 346]
table-cell: —: [372, 538, 384, 550]
team-name: MTV Holtedt: [51, 422, 125, 435]
table-cell: 15:68: [431, 641, 464, 654]
paragraph: Mit großer Spannung wurde dieses Spiel erwartet, der ABTV als stärkste Bremer Damenmannschaft gilt und die VfBerinnen in letzter Zeit eine beachtliche Spielstärke erzielten. Man wurde auch nicht enttäuscht, denn beide Mannschaften standen sich wenig nach, wenn auch die Bremerinnen technisch ein Plus hatten. Schwächer als sonst war der VfB-Sturm, während die Hintermannschaft in Mittelläuferin (H. Seyler), sowie rechte Verteidigerin (G. Wilke) zwei Spielerinnen hatten, die durch ihr glänzendes Spiel besonders auffielen. Aber auch Oldenburgs Torhüterin, linke Verteidigerin, sowie rechte Läuferin waren voll auf dem Posten und erboten ein Lob. Die Ersatzaufstellung des Sturmes wirkte sich nicht gut. Gefallen konnte nur E. Fencker als Mittelstürmerin.: [1018, 940, 1490, 1137]
table-cell: 8: [400, 481, 408, 494]
table-cell: 15: [480, 190, 495, 203]
bezirk-title: Die Pflichtspiele der Handball-Bezirksklasse Bremen—Osnabrück (Gruppe West): [64, 303, 481, 329]
table-cell: 18: [480, 348, 495, 361]
